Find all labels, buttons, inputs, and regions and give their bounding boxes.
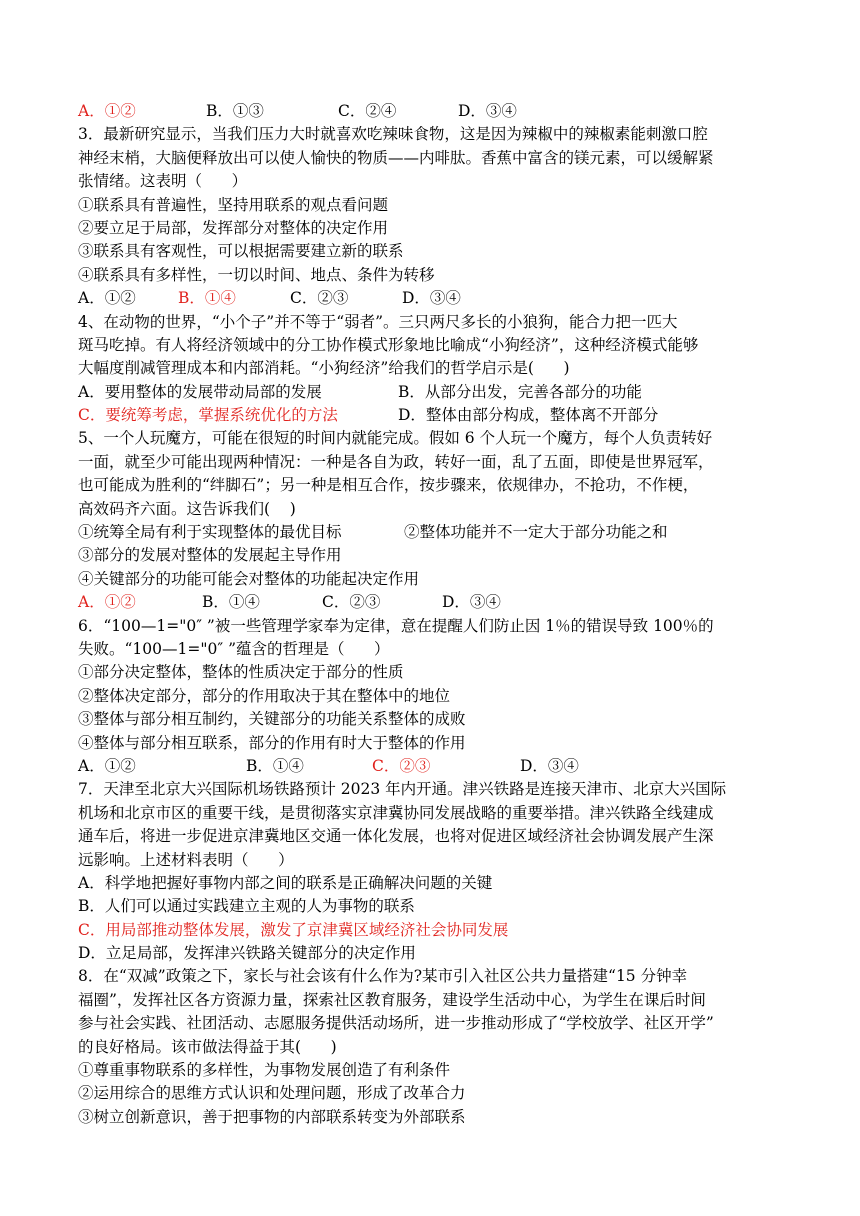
q4-stem-line: 4、在动物的世界，“小个子”并不等于“弱者”。三只两尺多长的小狼狗，能合力把一匹大 [78,312,678,331]
q5-item-4: ④关键部分的功能可能会对整体的功能起决定作用 [78,569,420,588]
q3-item-2: ②要立足于局部，发挥部分对整体的决定作用 [78,218,389,237]
q3-option-b: B．①④ [178,289,236,308]
q6-option-d: D．③④ [520,756,579,775]
q6-item-1: ①部分决定整体，整体的性质决定于部分的性质 [78,663,404,682]
q3-options [78,287,798,310]
q7-option-c: C．用局部推动整体发展，激发了京津冀区域经济社会协同发展 [78,920,509,939]
q7-option-b: B．人们可以通过实践建立主观的人为事物的联系 [78,897,415,916]
q6-stem-line: 失败。“100—1="0″ ”蕴含的哲理是（ ） [78,639,390,658]
q5-option-d: D．③④ [442,593,501,612]
q4-stem-line: 大幅度削减管理成本和内部消耗。“小狗经济”给我们的哲学启示是( ) [78,359,570,378]
q2-option-b: B．①③ [206,102,264,120]
q4-options-row-2 [78,404,798,427]
q2-options [78,100,798,123]
q6-item-2: ②整体决定部分，部分的作用取决于其在整体中的地位 [78,686,451,705]
q6-option-b: B．①④ [246,756,304,775]
q7-option-a: A．科学地把握好事物内部之间的联系是正确解决问题的关键 [78,873,493,892]
q4-option-d: D．整体由部分构成，整体离不开部分 [398,406,659,425]
q3-item-4: ④联系具有多样性，一切以时间、地点、条件为转移 [78,265,435,284]
q3-stem-line: 张情绪。这表明（ ） [78,172,248,191]
q5-item-2: ②整体功能并不一定大于部分功能之和 [404,523,668,542]
q6-option-c: C．②③ [372,756,431,775]
q6-stem-line: 6．“100—1="0″ ”被一些管理学家奉为定律，意在提醒人们防止因 1％的错误导致 100％的 [78,616,714,635]
q4-stem-line: 斑马吃掉。有人将经济领域中的分工协作模式形象地比喻成“小狗经济”，这种经济模式能够 [78,335,699,354]
q3-stem-line: 3．最新研究显示，当我们压力大时就喜欢吃辣味食物，这是因为辣椒中的辣椒素能刺激口腔 [78,125,708,144]
q5-options [78,591,798,614]
q6-options [78,755,798,778]
q4-option-b: B．从部分出发，完善各部分的功能 [398,382,642,401]
q5-stem-line: 5、一个人玩魔方，可能在很短的时间内就能完成。假如 6 个人玩一个魔方，每个人负责转好 [78,429,713,448]
question-3 [78,123,798,310]
q8-item-1: ①尊重事物联系的多样性，为事物发展创造了有利条件 [78,1061,451,1080]
q3-option-d: D．③④ [402,289,461,308]
q5-stem-line: 一面，就至少可能出现两种情况：一种是各自为政，转好一面，乱了五面，即使是世界冠军， [78,452,714,471]
q5-stem-line: 也可能成为胜利的“绊脚石”；另一种是相互合作，按步骤来，依规律办，不抢功，不作梗， [78,476,699,495]
question-6 [78,615,798,779]
question-5 [78,427,798,614]
exam-page [78,100,798,1129]
q7-option-d: D．立足局部，发挥津兴铁路关键部分的决定作用 [78,944,416,963]
q3-item-3: ③联系具有客观性，可以根据需要建立新的联系 [78,242,404,261]
q8-item-3: ③树立创新意识，善于把事物的内部联系转变为外部联系 [78,1107,466,1126]
q4-option-c: C．要统筹考虑，掌握系统优化的方法 [78,406,338,425]
q8-stem-line: 8．在“双减”政策之下，家长与社会该有什么作为?某市引入社区公共力量搭建“15 分钟幸 [78,967,688,986]
q5-item-1: ①统筹全局有利于实现整体的最优目标 [78,523,342,542]
q2-option-d: D．③④ [458,102,517,120]
q4-option-a: A．要用整体的发展带动局部的发展 [78,382,322,401]
q7-stem-line: 7．天津至北京大兴国际机场铁路预计 2023 年内开通。津兴铁路是连接天津市、北京大兴国际 [78,780,727,799]
q3-item-1: ①联系具有普遍性，坚持用联系的观点看问题 [78,195,389,214]
q6-option-a: A．①② [78,756,136,775]
q6-item-4: ④整体与部分相互联系，部分的作用有时大于整体的作用 [78,733,466,752]
q2-option-a: A．①② [78,102,136,120]
q4-options-row-1 [78,381,798,404]
q5-items-row-1 [78,521,798,544]
q7-stem-line: 远影响。上述材料表明（ ） [78,850,294,869]
q3-option-c: C．②③ [290,289,349,308]
question-4 [78,311,798,428]
q7-stem-line: 通车后，将进一步促进京津冀地区交通一体化发展，也将对促进区域经济社会协调发展产生深 [78,827,714,846]
q5-option-a: A．①② [78,593,136,612]
q6-item-3: ③整体与部分相互制约，关键部分的功能关系整体的成败 [78,710,466,729]
question-7 [78,778,798,965]
q3-option-a: A．①② [78,289,136,308]
q5-item-3: ③部分的发展对整体的发展起主导作用 [78,546,342,565]
q8-stem-line: 福圈”，发挥社区各方资源力量，探索社区教育服务，建设学生活动中心，为学生在课后时间 [78,990,706,1009]
q7-stem-line: 机场和北京市区的重要干线，是贯彻落实京津冀协同发展战略的重要举措。津兴铁路全线建成 [78,803,714,822]
q5-option-c: C．②③ [322,593,381,612]
q3-stem-line: 神经末梢，大脑便释放出可以使人愉快的物质——内啡肽。香蕉中富含的镁元素，可以缓解紧 [78,148,714,167]
q5-option-b: B．①④ [202,593,260,612]
q8-stem-line: 的良好格局。该市做法得益于其( ) [78,1037,337,1056]
q2-option-c: C．②④ [338,102,397,120]
q5-stem-line: 高效码齐六面。这告诉我们( ) [78,499,296,518]
question-8 [78,965,798,1129]
q8-stem-line: 参与社会实践、社团活动、志愿服务提供活动场所，进一步推动形成了“学校放学、社区开学” [78,1014,714,1033]
q8-item-2: ②运用综合的思维方式认识和处理问题，形成了改革合力 [78,1084,466,1103]
